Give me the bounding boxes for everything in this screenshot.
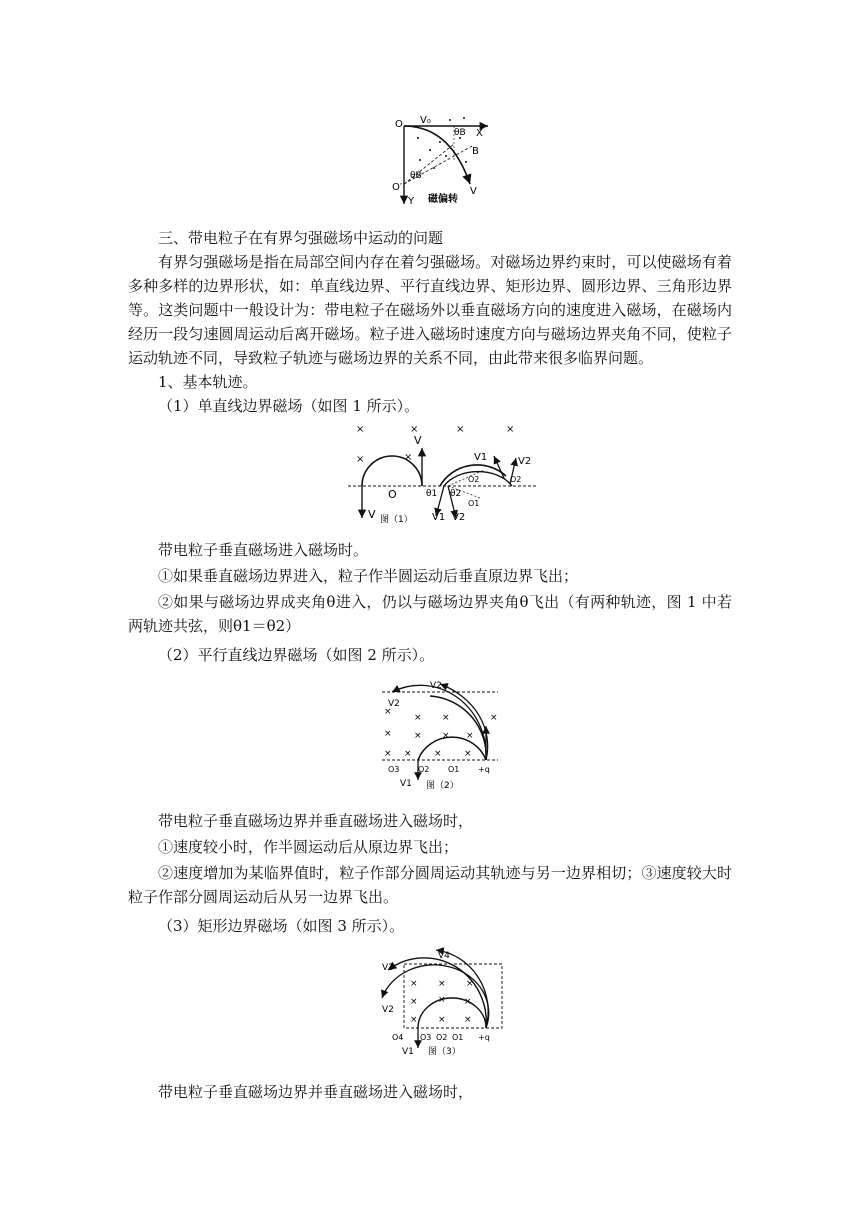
- figure-caption: 图（1）: [380, 515, 413, 524]
- section-title: 三、带电粒子在有界匀强磁场中运动的问题: [158, 229, 444, 247]
- case3-title: （3）矩形边界磁场（如图 3 所示）。: [158, 917, 405, 935]
- svg-text:×: ×: [464, 749, 472, 759]
- svg-text:×: ×: [410, 997, 418, 1007]
- label-V1-bottom: V1: [432, 512, 446, 523]
- label-O1: O1: [448, 765, 460, 774]
- figure-1-single-boundary: [344, 420, 540, 524]
- case2-text-a: 带电粒子垂直磁场边界并垂直磁场进入磁场时，: [158, 812, 474, 830]
- svg-text:×: ×: [464, 997, 472, 1007]
- label-V: V: [470, 186, 477, 197]
- svg-text:×: ×: [466, 731, 474, 741]
- svg-text:×: ×: [410, 1015, 418, 1025]
- case1-text-a: 带电粒子垂直磁场进入磁场时。: [158, 541, 369, 559]
- figure-caption: 图（3）: [428, 1047, 461, 1057]
- label-V1: V1: [400, 779, 412, 789]
- case1-text-c: ②如果与磁场边界成夹角θ进入，仍以与磁场边界夹角θ飞出（有两种轨迹，图 1 中若两轨迹共弦，则θ1＝θ2）: [128, 593, 732, 635]
- case2-title: （2）平行直线边界磁场（如图 2 所示）。: [158, 646, 435, 664]
- label-v0: V₀: [420, 115, 431, 126]
- svg-text:×: ×: [414, 731, 422, 741]
- svg-text:×: ×: [404, 749, 412, 759]
- label-plus-q: +q: [478, 1033, 490, 1042]
- label-y-axis: Y: [408, 196, 415, 207]
- label-V2-top: V2: [430, 681, 442, 691]
- label-O: O: [388, 488, 397, 501]
- svg-text:×: ×: [410, 424, 419, 435]
- svg-text:×: ×: [466, 979, 474, 989]
- label-V1-top: V1: [474, 452, 488, 463]
- svg-text:×: ×: [506, 424, 515, 435]
- label-V4: V4: [438, 951, 450, 961]
- svg-text:×: ×: [410, 979, 418, 989]
- svg-text:×: ×: [442, 731, 450, 741]
- label-plus-q: +q: [478, 765, 490, 774]
- label-V2-top: V2: [518, 456, 532, 467]
- label-O4: O4: [392, 1033, 404, 1042]
- figure-2-parallel-boundary: [378, 676, 500, 792]
- label-V-up: V: [414, 434, 422, 447]
- label-O2: O2: [436, 1033, 448, 1042]
- label-O-prime: O′: [392, 182, 403, 193]
- figure-caption: 磁偏转: [428, 194, 458, 205]
- figure-magnetic-deflection: [390, 112, 500, 212]
- svg-text:×: ×: [384, 707, 392, 717]
- case1-text-b: ①如果垂直磁场边界进入，粒子作半圆运动后垂直原边界飞出；: [158, 567, 579, 585]
- label-O3: O3: [420, 1033, 432, 1042]
- case2-text-c: ②速度增加为某临界值时，粒子作部分圆周运动其轨迹与另一边界相切；③速度较大时粒子作部分圆周运动后从另一边界飞出。: [128, 864, 732, 906]
- svg-text:×: ×: [442, 713, 450, 723]
- svg-text:×: ×: [384, 729, 392, 739]
- label-O2-right: O2: [510, 475, 522, 484]
- label-V3: V3: [382, 963, 394, 973]
- svg-text:×: ×: [356, 454, 365, 465]
- label-V2: V2: [382, 1005, 394, 1015]
- svg-text:×: ×: [490, 713, 498, 723]
- label-theta-top: θB: [454, 128, 466, 138]
- svg-text:×: ×: [464, 1015, 472, 1025]
- intro-paragraph: 有界匀强磁场是指在局部空间内存在着匀强磁场。对磁场边界约束时，可以使磁场有着多种多样的边界形状，如：单直线边界、平行直线边界、矩形边界、圆形边界、三角形边界等。这类问题中一般设计为：带电粒子在磁场外以垂直磁场方向的速度进入磁场，在磁场内经历一段匀速圆周运动后离开磁场。粒子进入磁场时速度方向与磁场边界夹角不同，使粒子运动轨迹不同，导致粒子轨迹与磁场边界的关系不同，由此带来很多临界问题。: [128, 253, 732, 367]
- label-O1: O1: [468, 499, 480, 508]
- label-V-left: V: [368, 508, 376, 521]
- label-O1: O1: [452, 1033, 464, 1042]
- label-theta-bottom: θB: [410, 171, 422, 181]
- figure-3-rectangular-boundary: [380, 944, 506, 1060]
- svg-text:×: ×: [384, 749, 392, 759]
- svg-text:×: ×: [456, 424, 465, 435]
- svg-text:×: ×: [438, 995, 446, 1005]
- svg-text:×: ×: [434, 749, 442, 759]
- label-O: O: [395, 119, 403, 130]
- svg-text:×: ×: [404, 452, 413, 463]
- basic-trajectory-heading: 1、基本轨迹。: [158, 373, 258, 391]
- label-theta1: θ1: [426, 489, 438, 499]
- svg-text:×: ×: [438, 1015, 446, 1025]
- label-V2-left: V2: [388, 699, 400, 709]
- figure-caption: 图（2）: [426, 781, 459, 791]
- label-V1: V1: [402, 1047, 414, 1057]
- svg-text:×: ×: [414, 713, 422, 723]
- label-O3: O3: [388, 765, 400, 774]
- label-O2: O2: [468, 475, 480, 484]
- label-theta2: θ2: [450, 489, 462, 499]
- label-V2-bottom: V2: [452, 512, 466, 523]
- svg-text:×: ×: [438, 979, 446, 989]
- case3-text-a: 带电粒子垂直磁场边界并垂直磁场进入磁场时，: [158, 1083, 474, 1101]
- svg-text:×: ×: [356, 424, 365, 435]
- label-B: B: [472, 146, 479, 157]
- case1-title: （1）单直线边界磁场（如图 1 所示）。: [158, 397, 420, 415]
- label-O2: O2: [418, 765, 430, 774]
- case2-text-b: ①速度较小时，作半圆运动后从原边界飞出；: [158, 838, 459, 856]
- label-x-axis: X: [476, 128, 483, 139]
